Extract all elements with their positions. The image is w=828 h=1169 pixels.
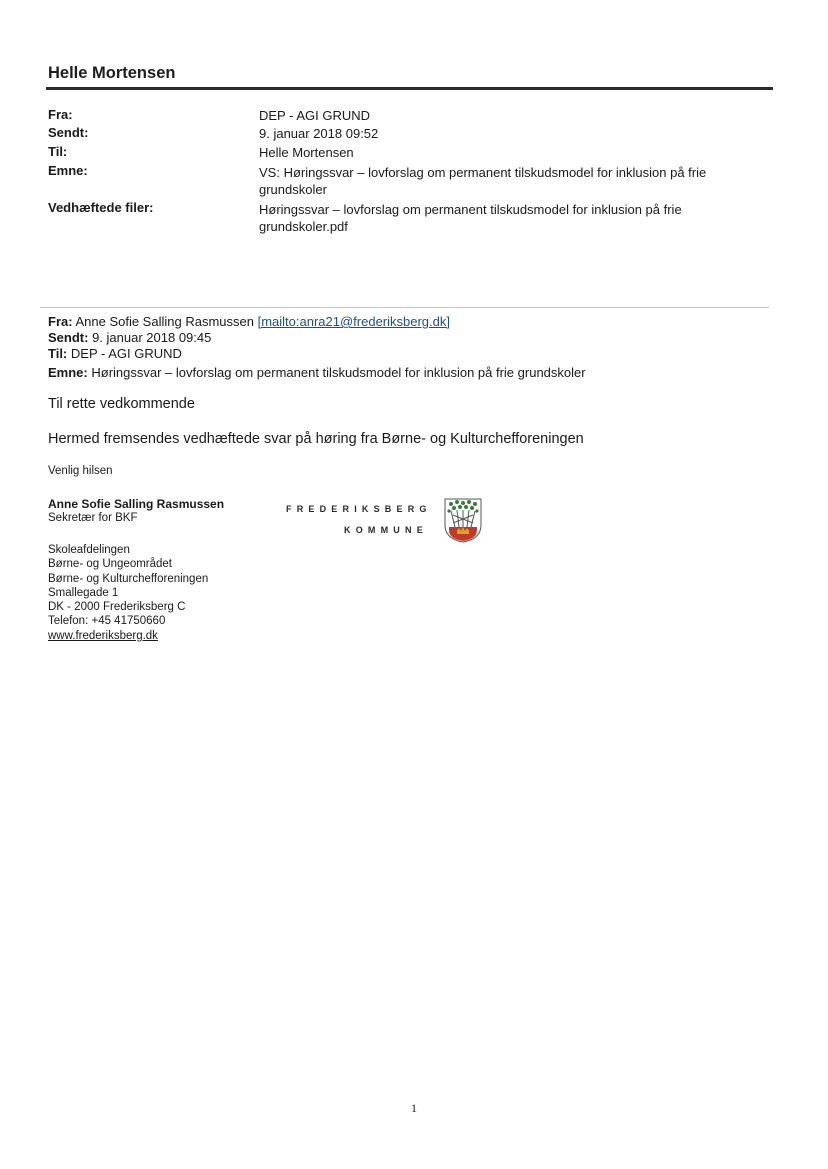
address-line: Børne- og Ungeområdet bbox=[48, 558, 173, 570]
forward-separator bbox=[40, 307, 769, 308]
body-regards: Venlig hilsen bbox=[48, 465, 113, 477]
forward-from-label: Fra: bbox=[48, 314, 73, 329]
website-link[interactable]: www.frederiksberg.dk bbox=[48, 630, 158, 642]
forward-mailto-link[interactable]: [mailto:anra21@frederiksberg.dk] bbox=[257, 314, 450, 329]
outer-sent-label: Sendt: bbox=[48, 125, 89, 140]
address-line: DK - 2000 Frederiksberg C bbox=[48, 601, 186, 613]
outer-from-value: DEP - AGI GRUND bbox=[259, 108, 371, 123]
forward-sent-label: Sendt: bbox=[48, 330, 89, 345]
outer-subject-value-line2: grundskoler bbox=[259, 182, 327, 197]
logo-wordmark-line2: KOMMUNE bbox=[344, 525, 428, 535]
outer-to-value: Helle Mortensen bbox=[259, 145, 354, 160]
outer-subject-label: Emne: bbox=[48, 163, 88, 178]
outer-attachment-line1: Høringssvar – lovforslag om permanent tilskudsmodel for inklusion på frie bbox=[259, 202, 682, 217]
forward-sent-value: 9. januar 2018 09:45 bbox=[92, 330, 212, 345]
frederiksberg-crest-icon bbox=[443, 497, 483, 543]
title-divider bbox=[46, 87, 773, 90]
address-line: Smallegade 1 bbox=[48, 587, 119, 599]
address-line: Skoleafdelingen bbox=[48, 544, 130, 556]
outer-sent-value: 9. januar 2018 09:52 bbox=[259, 126, 379, 141]
logo-wordmark-line1: FREDERIKSBERG bbox=[286, 504, 432, 514]
outer-subject-value-line1: VS: Høringssvar – lovforslag om permanent tilskudsmodel for inklusion på frie bbox=[259, 165, 707, 180]
forward-subject-label: Emne: bbox=[48, 365, 88, 380]
forward-to-label: Til: bbox=[48, 346, 68, 361]
forward-from-value: Anne Sofie Salling Rasmussen bbox=[75, 314, 254, 329]
address-line: Telefon: +45 41750660 bbox=[48, 615, 166, 627]
forward-to-row bbox=[48, 346, 182, 361]
outer-attachments-label: Vedhæftede filer: bbox=[48, 200, 154, 215]
forward-from-row bbox=[48, 314, 450, 329]
page-number: 1 bbox=[411, 1101, 417, 1115]
forward-to-value: DEP - AGI GRUND bbox=[70, 346, 182, 361]
body-greeting: Til rette vedkommende bbox=[48, 396, 195, 412]
signature-name: Anne Sofie Salling Rasmussen bbox=[48, 497, 225, 511]
document-title: Helle Mortensen bbox=[48, 64, 176, 82]
body-text: Hermed fremsendes vedhæftede svar på høring fra Børne- og Kulturchefforeningen bbox=[48, 431, 584, 447]
outer-attachment-line2: grundskoler.pdf bbox=[259, 219, 348, 234]
outer-to-label: Til: bbox=[48, 144, 68, 159]
forward-sent-row bbox=[48, 330, 211, 345]
forward-subject-value: Høringssvar – lovforslag om permanent tilskudsmodel for inklusion på frie grundskoler bbox=[91, 365, 586, 380]
outer-from-label: Fra: bbox=[48, 107, 73, 122]
forward-subject-row bbox=[48, 365, 586, 380]
address-line: Børne- og Kulturchefforeningen bbox=[48, 573, 209, 585]
signature-role: Sekretær for BKF bbox=[48, 512, 138, 524]
